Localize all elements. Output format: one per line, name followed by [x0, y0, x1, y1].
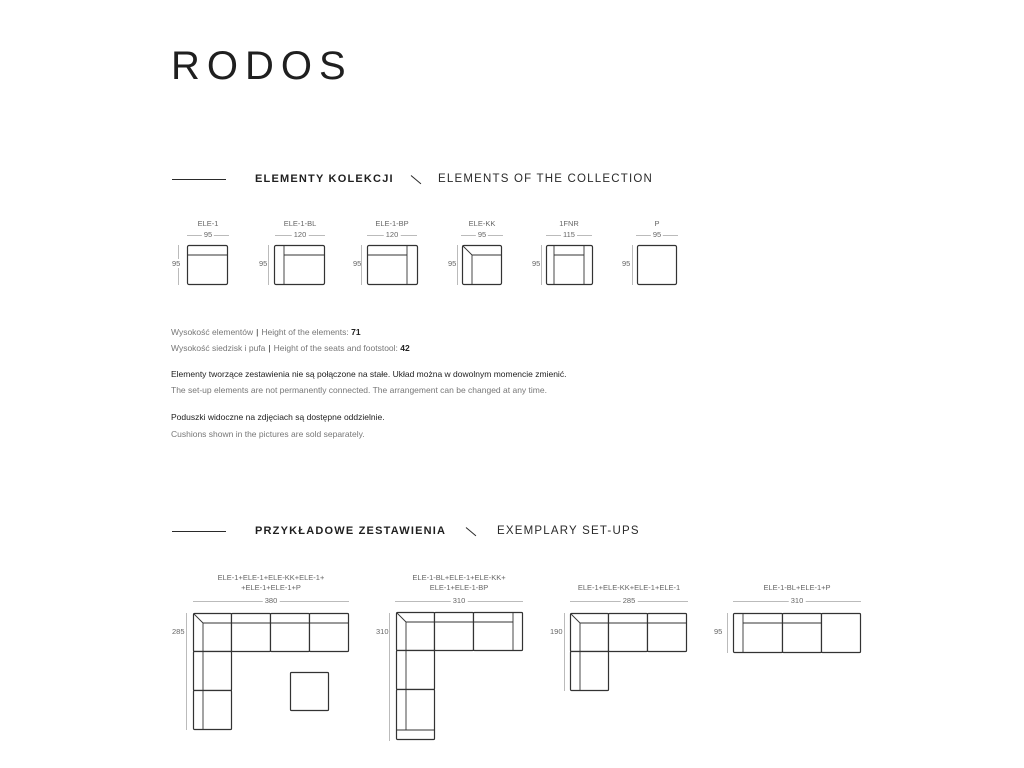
ele-1-bp-drawing	[367, 245, 418, 285]
note-1-en: The set-up elements are not permanently connected. The arrangement can be changed at any time.	[171, 385, 547, 395]
width-label: 95	[203, 230, 213, 239]
setup-name-line2: ELE-1+ELE-1-BP	[429, 583, 489, 592]
section-divider	[411, 175, 422, 184]
width-label: 120	[385, 230, 399, 239]
setup-width-label: 380	[264, 596, 278, 605]
setup-depth-dimension	[186, 613, 187, 730]
width-label: 95	[652, 230, 662, 239]
setup-name-line1: ELE-1+ELE-KK+ELE-1+ELE-1	[577, 583, 681, 592]
setup-1-drawing	[193, 613, 353, 733]
width-dimension	[275, 230, 325, 239]
p-drawing	[637, 245, 677, 285]
element-name: P	[654, 219, 660, 228]
setup-3-name	[570, 583, 688, 593]
section-rule	[172, 179, 226, 180]
setup-width-label: 285	[622, 596, 636, 605]
section-title-pl: ELEMENTY KOLEKCJI	[255, 173, 394, 185]
section-divider	[466, 527, 477, 536]
setup-depth-label: 190	[550, 627, 563, 636]
setup-depth-label: 285	[172, 627, 185, 636]
width-label: 95	[477, 230, 487, 239]
setup-width-dimension	[193, 596, 349, 605]
setup-4-drawing	[733, 613, 863, 655]
section-title-en: ELEMENTS OF THE COLLECTION	[438, 173, 654, 185]
depth-label: 95	[532, 259, 541, 268]
section-title-en: EXEMPLARY SET-UPS	[497, 525, 640, 537]
height-en: Height of the elements:	[261, 327, 349, 337]
note-2-en: Cushions shown in the pictures are sold separately.	[171, 429, 365, 439]
ele-1-drawing	[187, 245, 228, 285]
width-dimension	[367, 230, 417, 239]
element-name: ELE-1-BL	[283, 219, 317, 228]
width-label: 115	[563, 230, 575, 239]
element-name: ELE-1	[197, 219, 219, 228]
setup-1-name	[193, 573, 349, 593]
depth-label: 95	[353, 259, 362, 268]
height-seats-line	[171, 343, 410, 353]
setup-depth-dimension	[727, 613, 728, 653]
element-name: ELE-KK	[468, 219, 496, 228]
setup-name-line2: +ELE-1+ELE-1+P	[241, 583, 301, 592]
element-name: 1FNR	[559, 219, 579, 228]
depth-label: 95	[172, 259, 181, 268]
ele-kk-drawing	[462, 245, 502, 285]
separator: |	[268, 343, 271, 353]
setup-name-line1: ELE-1-BL+ELE-1+P	[763, 583, 831, 592]
setup-name-line1: ELE-1-BL+ELE-1+ELE-KK+	[412, 573, 506, 582]
setup-3-drawing	[570, 613, 690, 693]
setup-width-label: 310	[790, 596, 804, 605]
depth-label: 95	[448, 259, 457, 268]
setup-depth-dimension	[389, 613, 390, 741]
width-dimension	[546, 230, 592, 239]
seat-value: 42	[400, 343, 410, 353]
setup-2-drawing	[396, 612, 526, 744]
height-elements-line	[171, 327, 361, 337]
depth-dimension	[268, 245, 269, 285]
height-pl: Wysokość elementów	[171, 327, 254, 337]
note-2-pl: Poduszki widoczne na zdjęciach są dostępne oddzielnie.	[171, 412, 385, 422]
ele-1-bl-drawing	[274, 245, 325, 285]
seat-en: Height of the seats and footstool:	[273, 343, 398, 353]
setup-depth-label: 95	[714, 627, 723, 636]
1fnr-drawing	[546, 245, 593, 285]
element-name: ELE-1-BP	[375, 219, 409, 228]
depth-label: 95	[622, 259, 631, 268]
setup-2-name	[395, 573, 523, 593]
width-label: 120	[293, 230, 307, 239]
setup-name-line1: ELE-1+ELE-1+ELE-KK+ELE-1+	[217, 573, 325, 582]
seat-pl: Wysokość siedzisk i pufa	[171, 343, 266, 353]
setup-width-label: 310	[452, 596, 466, 605]
section-rule	[172, 531, 226, 532]
depth-dimension	[457, 245, 458, 285]
setup-width-dimension	[395, 596, 523, 605]
page-title: RODOS	[171, 44, 353, 88]
setup-width-dimension	[733, 596, 861, 605]
setup-depth-label: 310	[376, 627, 389, 636]
separator: |	[256, 327, 259, 337]
width-dimension	[461, 230, 503, 239]
setup-depth-dimension	[564, 613, 565, 691]
depth-dimension	[541, 245, 542, 285]
note-1-pl: Elementy tworzące zestawienia nie są połączone na stałe. Układ można w dowolnym momencie zmienić.	[171, 369, 567, 379]
width-dimension	[187, 230, 229, 239]
height-value: 71	[351, 327, 361, 337]
setup-width-dimension	[570, 596, 688, 605]
width-dimension	[636, 230, 678, 239]
setup-4-name	[733, 583, 861, 593]
depth-label: 95	[259, 259, 268, 268]
section-title-pl: PRZYKŁADOWE ZESTAWIENIA	[255, 525, 447, 537]
depth-dimension	[632, 245, 633, 285]
